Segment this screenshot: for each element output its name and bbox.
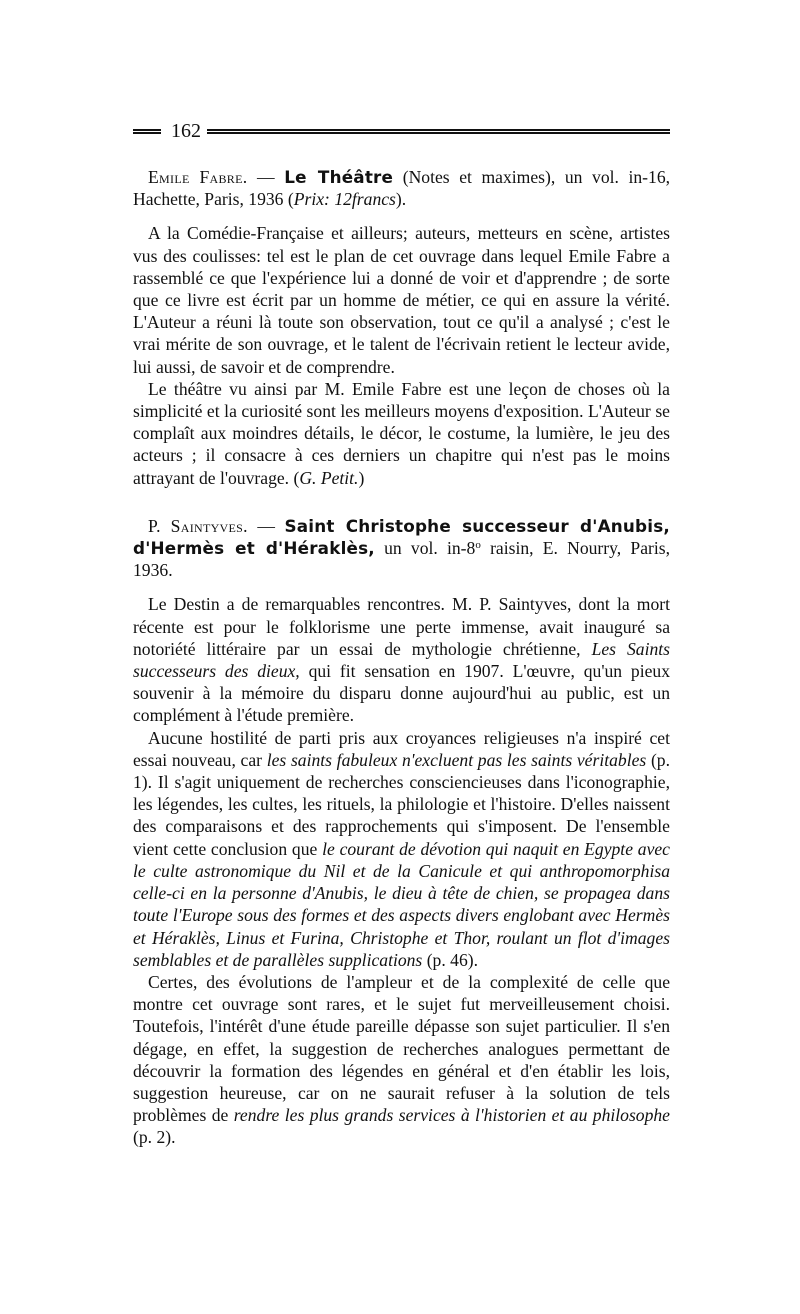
price-label: Prix: (293, 189, 330, 210)
entry-author: P. Saintyves. (148, 515, 248, 536)
page-number: 162 (171, 120, 201, 142)
review-paragraph (133, 971, 670, 1149)
review-paragraph (133, 378, 670, 489)
header-rule-right (207, 129, 670, 134)
cited-title: Les Saints successeurs des dieux, (133, 638, 671, 682)
paragraph-text: Le Destin a de remarquables rencontres. M. P. Saintyves, dont la mort récente est pour le folklorisme une perte immense, avait inauguré sa notoriété littéraire par un essai de mythologie chrétienne, (133, 594, 670, 659)
quotation: le courant de dévotion qui naquit en Egypte avec le culte astronomique du Nil et de la Canicule et qui anthropomorphisa celle-ci en la personne d'Anubis, le dieu à tête de chien, se propagea dans toute l'Europe sous des formes et des aspects divers englobant avec Hermès et Héraklès, Linus et Furina, Christophe et Thor, roulant un flot d'images semblables et de parallèles supplications (133, 838, 670, 970)
paragraph-text: Aucune hostilité de parti pris aux croyances religieuses n'a inspiré cet essai nouveau, car (133, 727, 670, 770)
entry-details: un vol. in-8 (384, 538, 476, 559)
entry-details-end: raisin, E. Nourry, Paris, 1936. (133, 538, 670, 581)
entry-dash: — (257, 167, 275, 187)
paragraph-text: qui fit sensation en 1907. L'œuvre, qu'un pieux souvenir à la mémoire du disparu donne aujourd'hui au public, est un complément à l'étude première. (133, 661, 671, 726)
paragraph-text: A la Comédie-Française et ailleurs; auteurs, metteurs en scène, artistes vus des coulisses: tel est le plan de cet ouvrage dans lequel Emile Fabre a rassemblé ce que l'expérience lui a donné de voir et d'apprendre ; de sorte que ce livre est écrit par un homme de métier, ce qui en assure la vérité. L'Auteur a réuni là toute son observation, tout ce qu'il a analysé ; c'est le vrai mérite de son ouvrage, et le talent de l'écrivain retient le lecteur avide, lui aussi, de savoir et de comprendre. (133, 223, 670, 377)
page-header (133, 118, 670, 144)
header-rule-left (133, 129, 161, 134)
entry-dash: — (257, 515, 275, 536)
review-entry-heading (133, 166, 670, 210)
paragraph-text: (p. 2). (133, 1127, 176, 1148)
paragraph-text: (p. 46). (426, 949, 479, 970)
paragraph-text: Certes, des évolutions de l'ampleur et de la complexité de celle que montre cet ouvrage sont rares, et le sujet fut merveilleusement choisi. Toutefois, l'intérêt d'une étude pareille dépasse son sujet particulier. Il s'en dégage, en effet, la suggestion de recherches analogues permettant de découvrir la formation des légendes en général et d'en établir les lois, suggestion heureuse, car on ne saurait refuser à la solution de tels problèmes de (133, 971, 670, 1126)
paragraph-text: Le théâtre vu ainsi par M. Emile Fabre est une leçon de choses où la simplicité et la curiosité sont les meilleurs moyens d'exposition. L'Auteur se complaît aux moindres détails, le décor, le costume, la lumière, le jeu des acteurs ; il consacre à ces derniers un chapitre qui n'est pas le moins attrayant de l'ouvrage. ( (133, 378, 670, 488)
review-paragraph (133, 222, 670, 377)
entry-title: Le Théâtre (284, 167, 394, 187)
entry-title: Saint Christophe successeur d'Anubis, d'Hermès et d'Héraklès, (133, 515, 670, 559)
review-paragraph (133, 593, 670, 726)
book-page (133, 118, 670, 1149)
price-value: 12francs (334, 189, 396, 210)
review-entry-heading (133, 515, 670, 582)
review-paragraph (133, 727, 670, 971)
entry-details: (Notes et maximes), un vol. in-16, Hachette, Paris, 1936 ( (133, 167, 671, 210)
entry-author: Emile Fabre. (148, 167, 248, 187)
paragraph-text: ) (358, 467, 365, 488)
quotation: rendre les plus grands services à l'historien et au philosophe (233, 1105, 670, 1126)
entry-details-sup: o (475, 539, 481, 552)
reviewer-signature: G. Petit. (299, 467, 359, 488)
paragraph-text: (p. 1). Il s'agit uniquement de recherches consciencieuses dans l'iconographie, les légendes, les cultes, les rituels, la philologie et l'histoire. D'elles naissent des comparaisons et des rapprochements qui s'imposent. De l'ensemble vient cette conclusion que (133, 749, 670, 859)
entry-details-end: ). (395, 189, 407, 210)
quotation: les saints fabuleux n'excluent pas les saints véritables (266, 749, 647, 770)
